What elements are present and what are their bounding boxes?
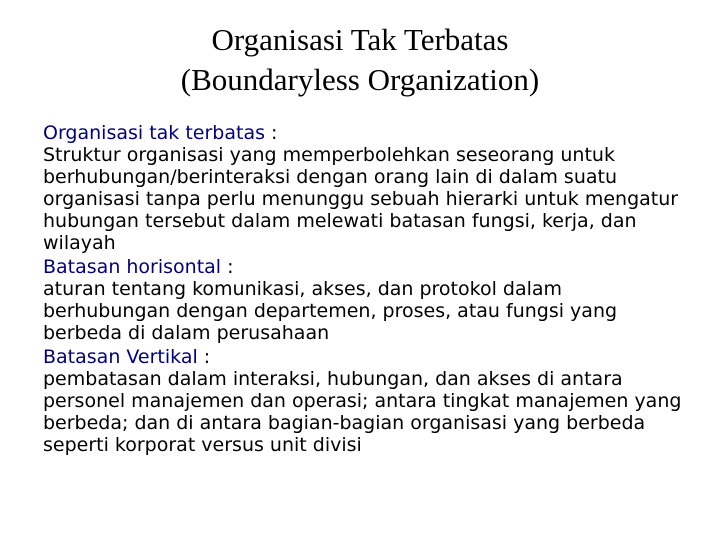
slide-title [40,20,680,100]
section-text: pembatasan dalam interaksi, hubungan, dan akses di antara personel manajemen dan operasi; antara tingkat manajemen yang berbeda; dan di antara bagian-bagian organisasi yang berbeda seperti korporat versus unit divisi [43,368,682,456]
section-heading [43,256,683,278]
section-text: Struktur organisasi yang memperbolehkan seseorang untuk berhubungan/berinteraksi dengan orang lain di dalam suatu organisasi tanpa perlu menunggu sebuah hierarki untuk mengatur hubungan tersebut dalam melewati batasan fungsi, kerja, dan wilayah [43,144,679,254]
section-term: Batasan horisontal [43,256,222,278]
section-colon: : [197,346,211,368]
section-batasan-vertikal [43,346,683,456]
slide-title-line-1: Organisasi Tak Terbatas [211,22,509,57]
section-term: Organisasi tak terbatas [43,122,265,144]
section-colon: : [221,256,234,278]
slide-title-line-2: (Boundaryless Organization) [180,62,540,97]
section-colon: : [265,122,278,144]
section-heading [43,122,683,144]
section-batasan-horisontal [43,256,683,344]
slide-body [43,122,683,458]
section-heading [43,346,683,368]
section-term: Batasan Vertikal [43,346,198,368]
section-organisasi-tak-terbatas [43,122,683,254]
section-text: aturan tentang komunikasi, akses, dan protokol dalam berhubungan dengan departemen, proses, atau fungsi yang berbeda di dalam perusahaan [43,278,618,344]
